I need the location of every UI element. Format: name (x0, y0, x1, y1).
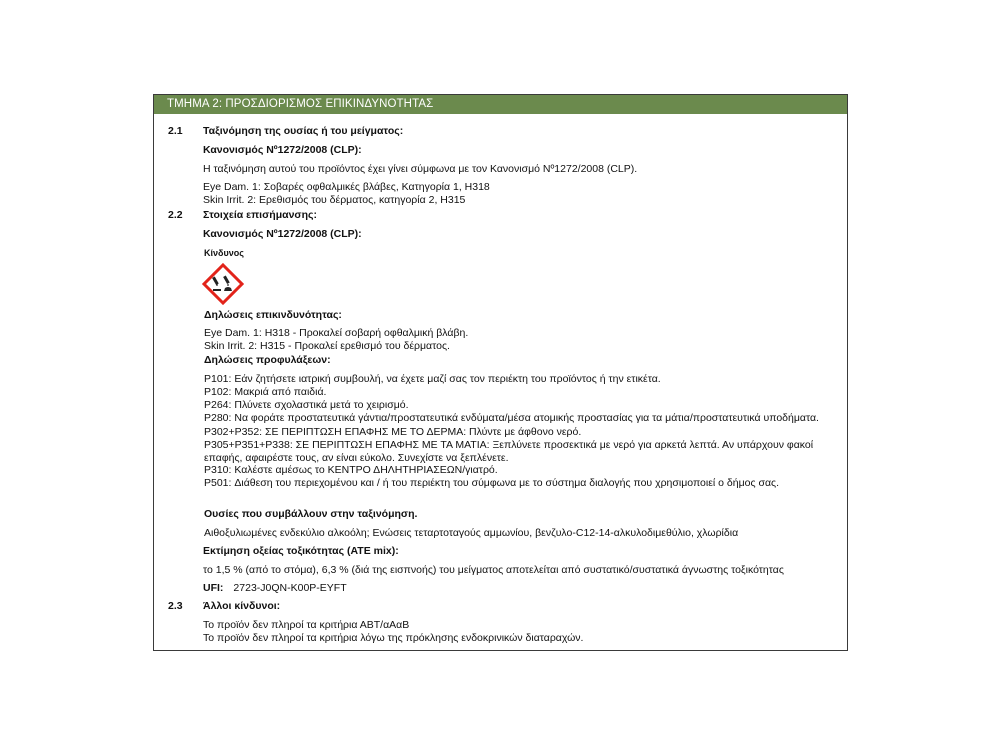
ate-text: το 1,5 % (από το στόμα), 6,3 % (διά της εισπνοής) του μείγματος αποτελείται από συστατικό/συστατικά άγνωστης τοξικότητας (203, 564, 784, 576)
section-header: ΤΜΗΜΑ 2: ΠΡΟΣΔΙΟΡΙΣΜΟΣ ΕΠΙΚΙΝΔΥΝΟΤΗΤΑΣ (154, 95, 847, 114)
classification-text: Η ταξινόμηση αυτού του προϊόντος έχει γίνει σύμφωνα με τον Κανονισμό Nº1272/2008 (CLP). (203, 163, 638, 175)
other-hazard-line: Το προϊόν δεν πληροί τα κριτήρια ΑΒΤ/αΑαΒ (203, 619, 410, 631)
precaution-line: επαφής, αφαιρέστε τους, αν είναι εύκολο. Συνεχίστε να ξεπλένετε. (204, 452, 509, 464)
class-skin-irrit: Skin Irrit. 2: Ερεθισμός του δέρματος, κατηγορία 2, H315 (203, 194, 466, 206)
corrosion-pictogram-icon (202, 263, 244, 305)
heading-other-hazards: Άλλοι κίνδυνοι: (203, 600, 281, 612)
hazard-statement: Skin Irrit. 2: H315 - Προκαλεί ερεθισμό του δέρματος. (204, 340, 450, 352)
other-hazard-line: Το προϊόν δεν πληροί τα κριτήρια λόγω της πρόκλησης ενδοκρινικών διαταραχών. (203, 632, 584, 644)
ufi-code: 2723-J0QN-K00P-EYFT (233, 582, 347, 594)
precaution-line: P280: Να φοράτε προστατευτικά γάντια/προστατευτικά ενδύματα/μέσα ατομικής προστασίας για τα μάτια/προστατευτικά υποδήματα. (204, 412, 819, 424)
regulation-label: Κανονισμός Nº1272/2008 (CLP): (203, 228, 362, 240)
precaution-line: P264: Πλύνετε σχολαστικά μετά το χειρισμό. (204, 399, 409, 411)
contributing-substances-heading: Ουσίες που συμβάλλουν στην ταξινόμηση. (204, 508, 418, 520)
hazard-statements-heading: Δηλώσεις επικινδυνότητας: (204, 309, 342, 321)
class-eye-dam: Eye Dam. 1: Σοβαρές οφθαλμικές βλάβες, Κατηγορία 1, H318 (203, 181, 490, 193)
section-number-2-3: 2.3 (168, 600, 183, 612)
signal-word: Κίνδυνος (204, 248, 244, 258)
regulation-label: Κανονισμός Nº1272/2008 (CLP): (203, 144, 362, 156)
section-number-2-1: 2.1 (168, 125, 183, 137)
section-number-2-2: 2.2 (168, 209, 183, 221)
precaution-line: P310: Καλέστε αμέσως το ΚΕΝΤΡΟ ΔΗΛΗΤΗΡΙΑΣΕΩΝ/γιατρό. (204, 464, 498, 476)
sds-section-frame (153, 94, 848, 651)
heading-label-elements: Στοιχεία επισήμανσης: (203, 209, 317, 221)
precaution-line: P302+P352: ΣΕ ΠΕΡΙΠΤΩΣΗ ΕΠΑΦΗΣ ΜΕ ΤΟ ΔΕΡΜΑ: Πλύντε με άφθονο νερό. (204, 426, 582, 438)
precaution-line: P102: Μακριά από παιδιά. (204, 386, 327, 398)
hazard-statement: Eye Dam. 1: H318 - Προκαλεί σοβαρή οφθαλμική βλάβη. (204, 327, 469, 339)
ate-heading: Εκτίμηση οξείας τοξικότητας (ATE mix): (203, 545, 399, 557)
contributing-substances-text: Αιθοξυλιωμένες ενδεκύλιο αλκοόλη; Ενώσεις τεταρτοταγούς αμμωνίου, βενζυλο-C12-14-αλκυλοδιμεθύλιο, χλωρίδια (204, 527, 739, 539)
precaution-line: P101: Εάν ζητήσετε ιατρική συμβουλή, να έχετε μαζί σας τον περιέκτη του προϊόντος ή την ετικέτα. (204, 373, 661, 385)
ufi-label: UFI: (203, 582, 224, 594)
precaution-line: P501: Διάθεση του περιεχομένου και / ή του περιέκτη του σύμφωνα με το σύστημα διαλογής που χρησιμοποιεί ο δήμος σας. (204, 477, 779, 489)
ufi-row (203, 582, 347, 595)
heading-classification: Ταξινόμηση της ουσίας ή του μείγματος: (203, 125, 404, 137)
precautionary-statements-heading: Δηλώσεις προφυλάξεων: (204, 354, 331, 366)
precaution-line: P305+P351+P338: ΣΕ ΠΕΡΙΠΤΩΣΗ ΕΠΑΦΗΣ ΜΕ ΤΑ ΜΑΤΙΑ: Ξεπλύνετε προσεκτικά με νερό για αρκετά λεπτά. Αν υπάρχουν φακοί (204, 439, 814, 451)
